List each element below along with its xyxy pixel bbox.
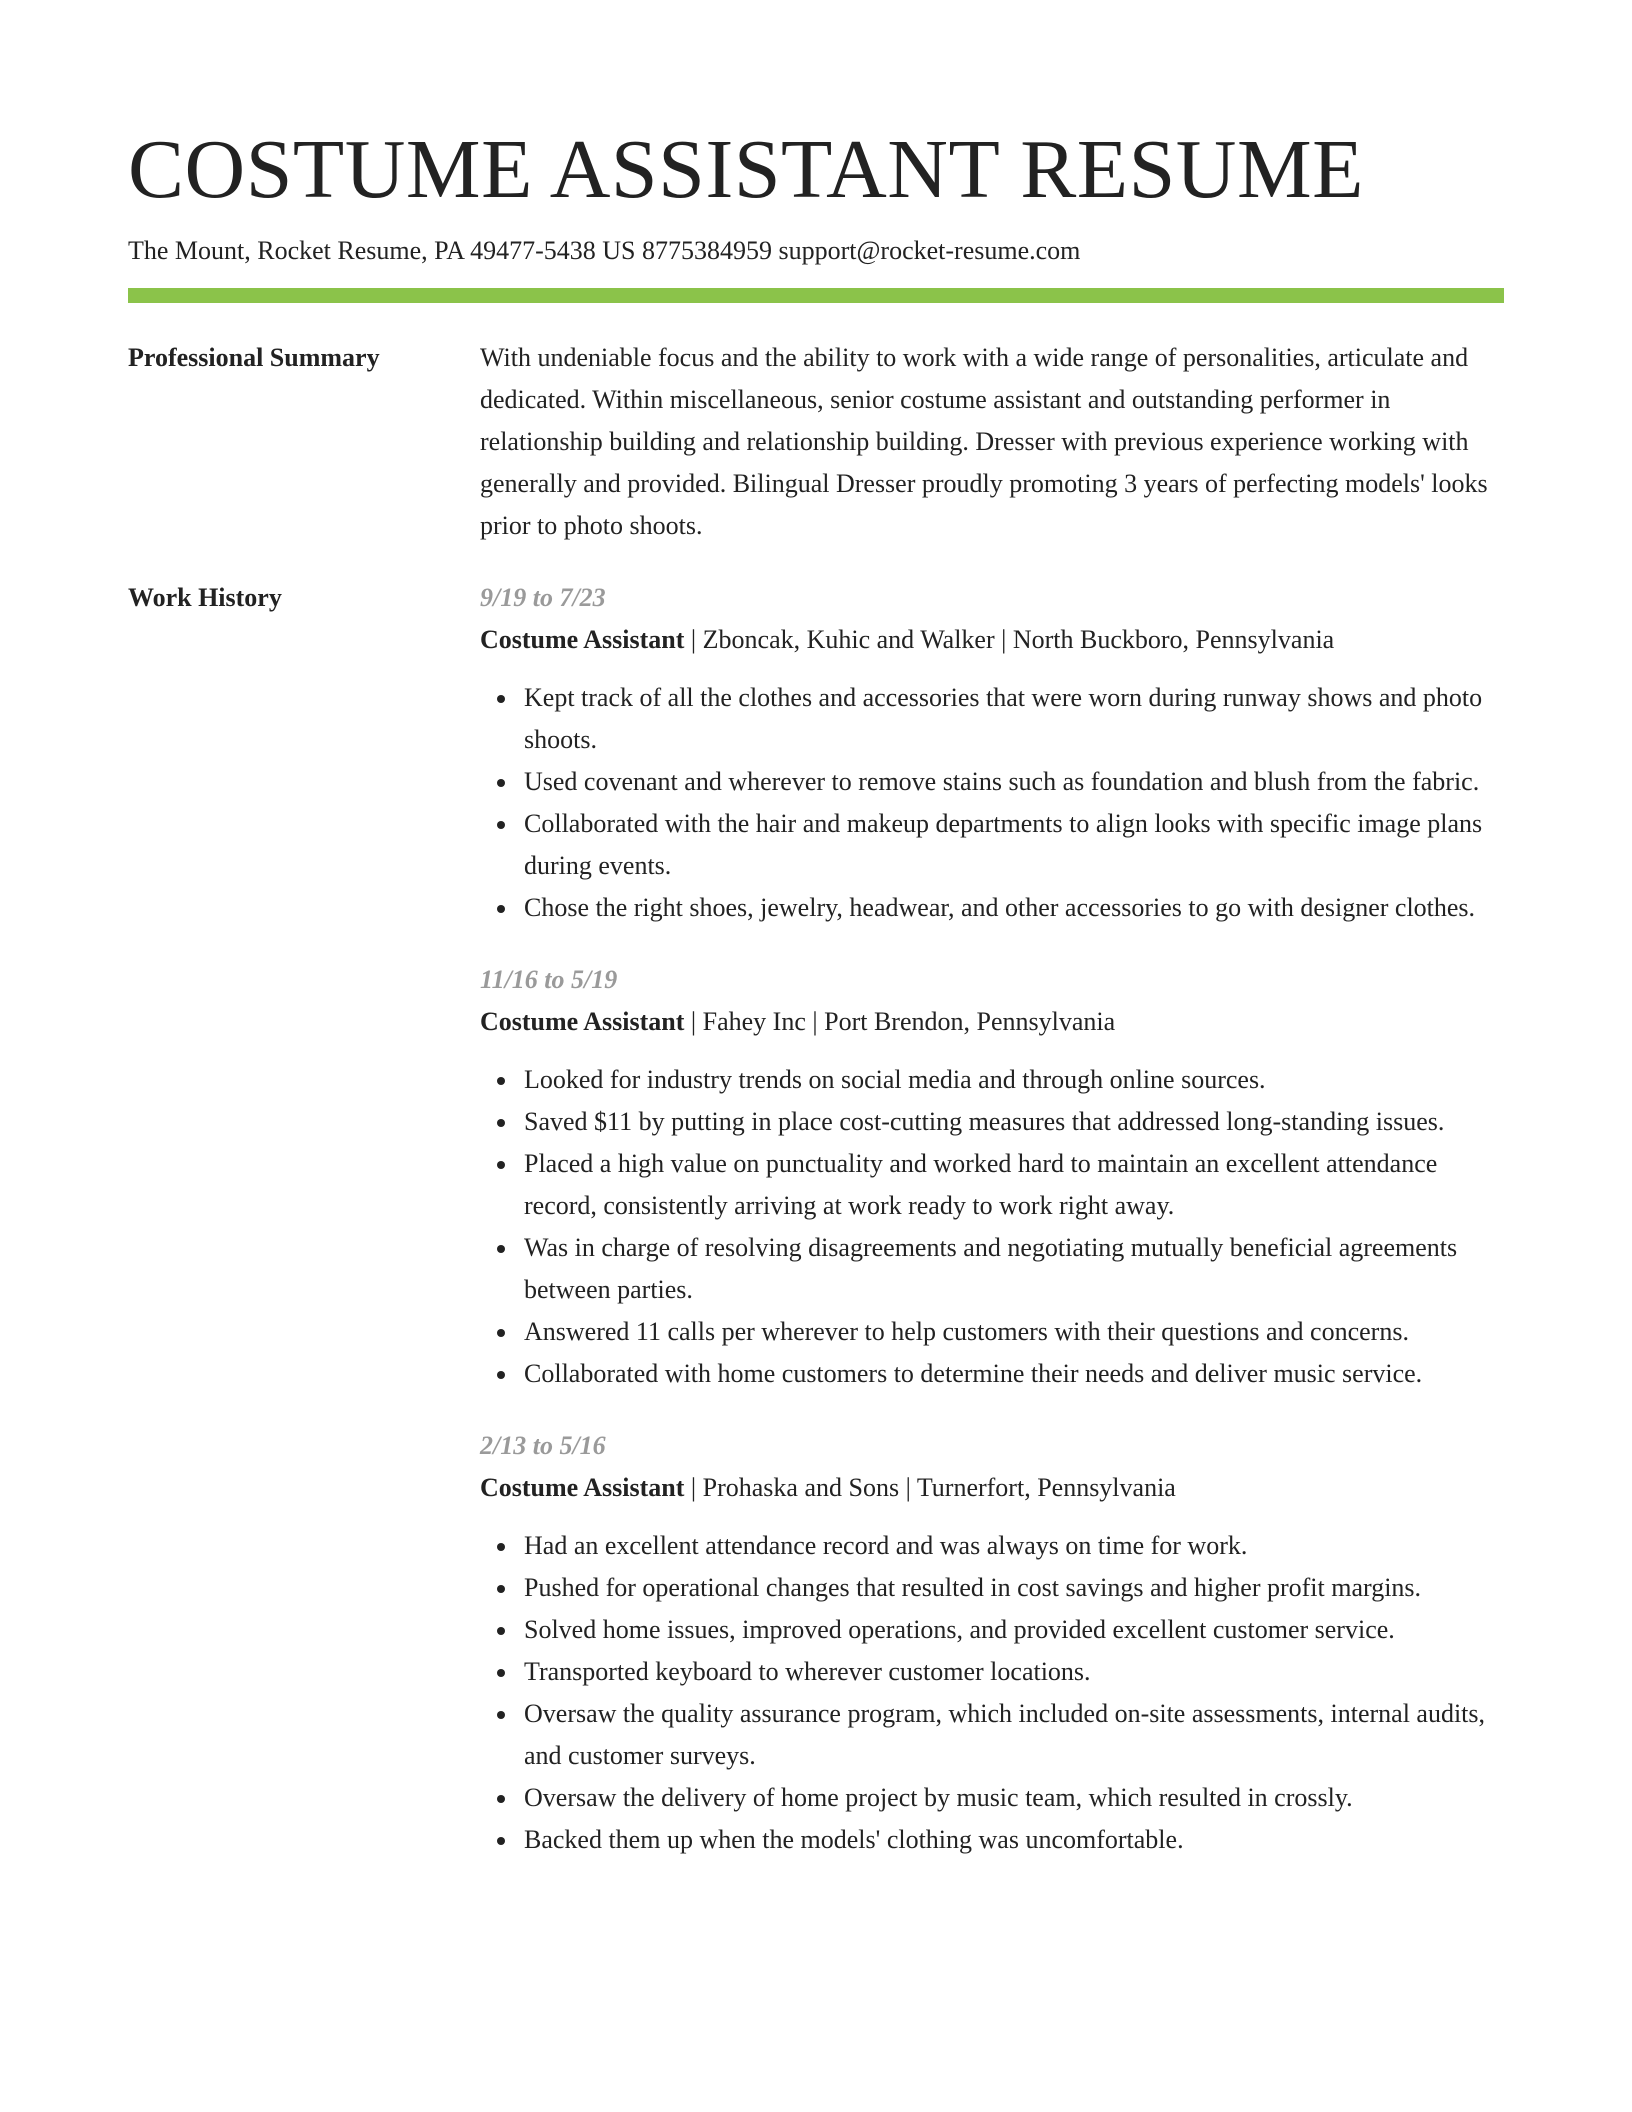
job-separator: | [684, 625, 703, 654]
job-bullet: Backed them up when the models' clothing was uncomfortable. [524, 1819, 1504, 1861]
section-label-work-history: Work History [128, 583, 282, 612]
job-company: Prohaska and Sons [702, 1473, 900, 1502]
job-bullet: Used covenant and wherever to remove stains such as foundation and blush from the fabric. [524, 761, 1504, 803]
job-bullet: Solved home issues, improved operations, and provided excellent customer service. [524, 1609, 1504, 1651]
job-separator: | [684, 1007, 703, 1036]
job-bullets [480, 1525, 1504, 1861]
job-bullet: Saved $11 by putting in place cost-cutting measures that addressed long-standing issues. [524, 1101, 1504, 1143]
job-bullets [480, 677, 1504, 929]
job-bullet: Answered 11 calls per wherever to help customers with their questions and concerns. [524, 1311, 1504, 1353]
job-company: Zboncak, Kuhic and Walker [702, 625, 995, 654]
job-separator: | [899, 1473, 917, 1502]
job-dates: 2/13 to 5/16 [480, 1431, 606, 1460]
job-bullet: Collaborated with the hair and makeup departments to align looks with specific image plans during events. [524, 803, 1504, 887]
job-bullet: Pushed for operational changes that resulted in cost savings and higher profit margins. [524, 1567, 1504, 1609]
job-bullet: Chose the right shoes, jewelry, headwear, and other accessories to go with designer clothes. [524, 887, 1504, 929]
job-bullet: Placed a high value on punctuality and worked hard to maintain an excellent attendance record, consistently arriving at work ready to work right away. [524, 1143, 1504, 1227]
job-dates: 9/19 to 7/23 [480, 583, 606, 612]
job-entry [480, 577, 1504, 929]
job-location: North Buckboro, Pennsylvania [1012, 625, 1335, 654]
job-heading [480, 1467, 1504, 1509]
job-dates: 11/16 to 5/19 [480, 965, 618, 994]
summary-text: With undeniable focus and the ability to work with a wide range of personalities, articulate and dedicated. Within miscellaneous, senior costume assistant and outstanding performer in relationship building and relationship building. Dresser with previous experience working with generally and provided. Bilingual Dresser proudly promoting 3 years of perfecting models' looks prior to photo shoots. [480, 343, 1488, 540]
job-title: Costume Assistant [480, 1473, 685, 1502]
job-bullets [480, 1059, 1504, 1395]
job-bullet: Oversaw the quality assurance program, which included on-site assessments, internal audits, and customer surveys. [524, 1693, 1504, 1777]
header-divider [128, 288, 1504, 303]
job-bullet: Collaborated with home customers to determine their needs and deliver music service. [524, 1353, 1504, 1395]
job-title: Costume Assistant [480, 1007, 685, 1036]
resume-page [128, 118, 1504, 1861]
job-separator: | [805, 1007, 825, 1036]
job-bullet: Transported keyboard to wherever customer locations. [524, 1651, 1504, 1693]
resume-title: COSTUME ASSISTANT RESUME [128, 123, 1364, 216]
work-history-section [128, 577, 1504, 1861]
job-heading [480, 1001, 1504, 1043]
work-history-list [480, 577, 1504, 1861]
job-bullet: Kept track of all the clothes and accessories that were worn during runway shows and photo shoots. [524, 677, 1504, 761]
job-entry [480, 1425, 1504, 1861]
job-separator: | [684, 1473, 703, 1502]
job-bullet: Was in charge of resolving disagreements and negotiating mutually beneficial agreements between parties. [524, 1227, 1504, 1311]
professional-summary-section [128, 337, 1504, 547]
section-label-summary: Professional Summary [128, 343, 380, 372]
job-heading [480, 619, 1504, 661]
job-company: Fahey Inc [702, 1007, 806, 1036]
job-bullet: Had an excellent attendance record and was always on time for work. [524, 1525, 1504, 1567]
job-separator: | [994, 625, 1013, 654]
contact-line: The Mount, Rocket Resume, PA 49477-5438 US 8775384959 support@rocket-resume.com [128, 236, 1081, 265]
job-title: Costume Assistant [480, 625, 685, 654]
job-entry [480, 959, 1504, 1395]
job-location: Port Brendon, Pennsylvania [824, 1007, 1116, 1036]
job-bullet: Looked for industry trends on social media and through online sources. [524, 1059, 1504, 1101]
job-location: Turnerfort, Pennsylvania [916, 1473, 1176, 1502]
job-bullet: Oversaw the delivery of home project by music team, which resulted in crossly. [524, 1777, 1504, 1819]
